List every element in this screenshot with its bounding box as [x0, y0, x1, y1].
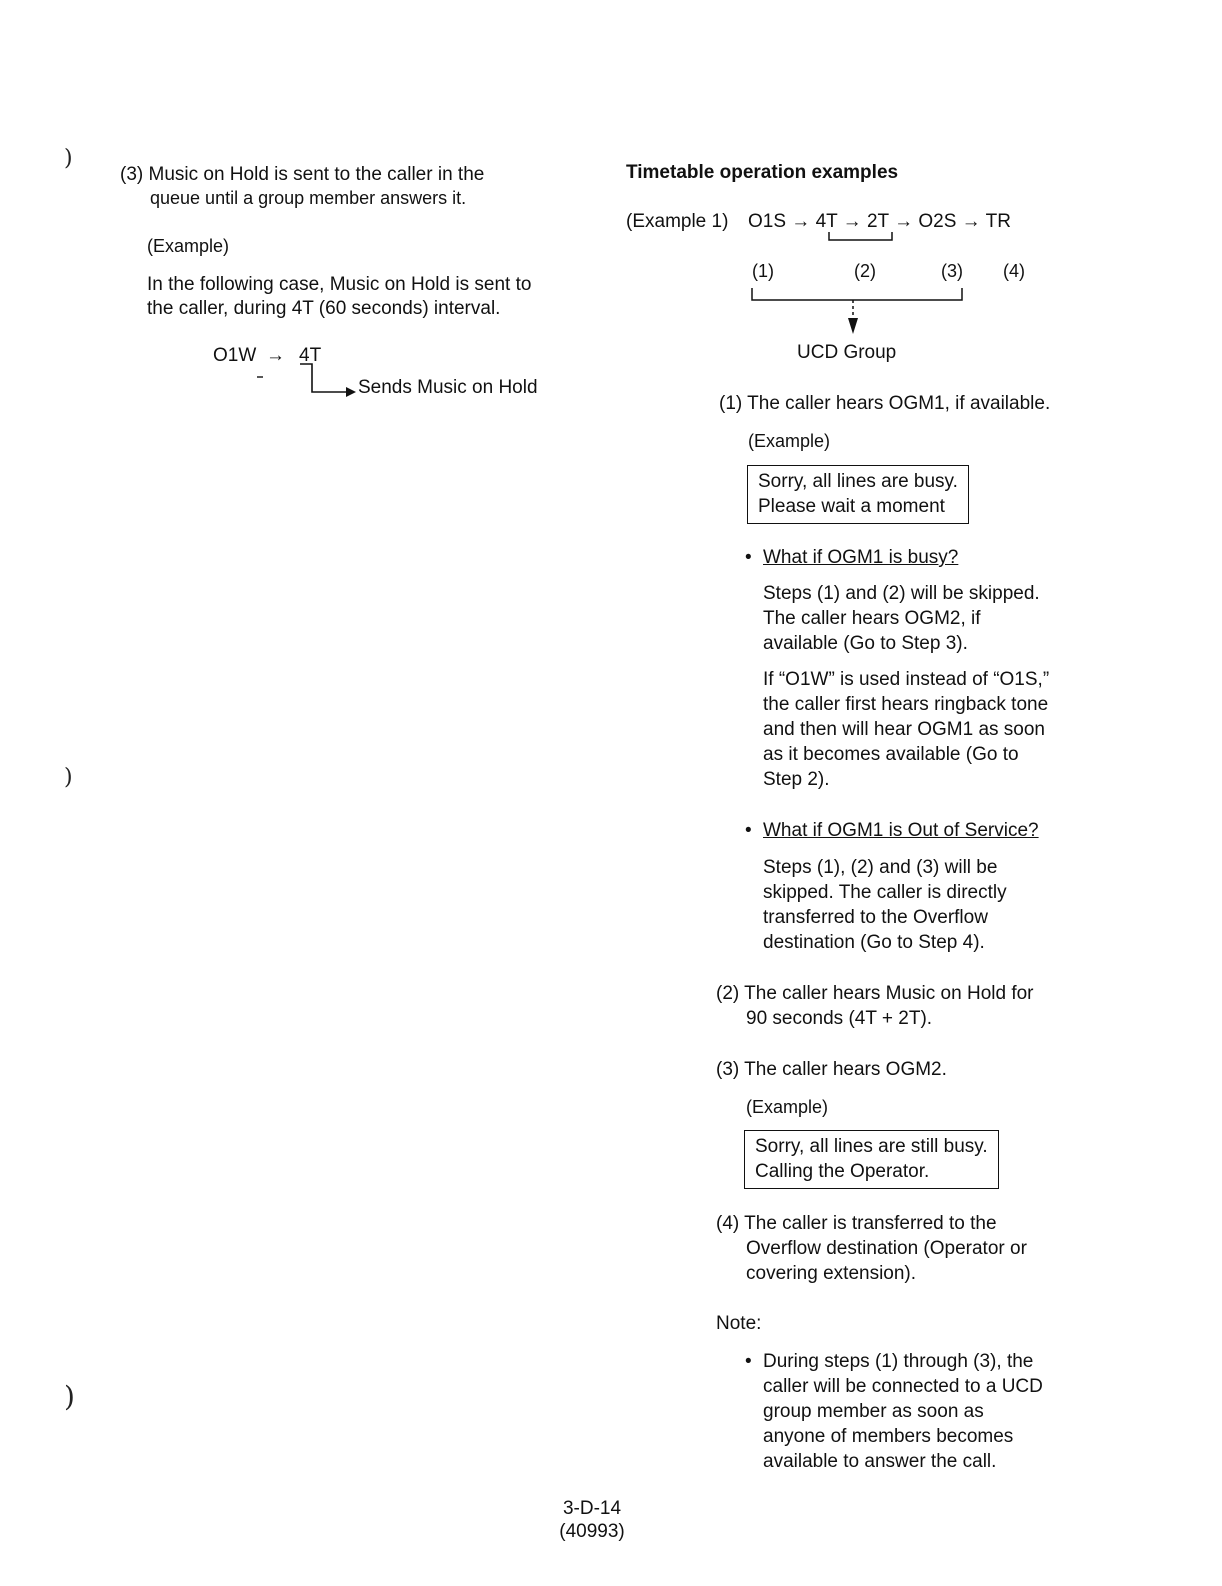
step2-line1: (2) The caller hears Music on Hold for [716, 983, 1034, 1004]
answer-line: Steps (1), (2) and (3) will be [763, 857, 998, 878]
note-line: During steps (1) through (3), the [763, 1351, 1034, 1372]
step-marker-4: (4) [1003, 261, 1025, 281]
step-marker-1: (1) [752, 261, 774, 281]
ogm2-message-line2: Calling the Operator. [755, 1161, 930, 1182]
answer-line: and then will hear OGM1 as soon [763, 719, 1045, 740]
example-label: (Example) [147, 236, 230, 256]
ogm2-message-box [744, 1130, 999, 1189]
answer-line: available (Go to Step 3). [763, 633, 968, 654]
document-code: (40993) [559, 1521, 625, 1542]
margin-mark: ) [64, 146, 73, 171]
diagram-arrow: → [266, 345, 285, 366]
example1-sequence: O1S → 4T → 2T → O2S → TR [748, 211, 1011, 232]
step2-line2: 90 seconds (4T + 2T). [746, 1008, 933, 1029]
answer-line: Steps (1) and (2) will be skipped. [763, 583, 1040, 604]
answer-line: the caller first hears ringback tone [763, 694, 1049, 715]
step1-text: (1) The caller hears OGM1, if available. [719, 393, 1051, 414]
note-line: anyone of members becomes [763, 1426, 1014, 1447]
diagram-note: Sends Music on Hold [358, 377, 538, 398]
step3-text: (3) The caller hears OGM2. [716, 1059, 947, 1080]
page-number: 3-D-14 [562, 1498, 622, 1519]
diagram-start: O1W [213, 345, 257, 366]
ogm2-message-line1: Sorry, all lines are still busy. [755, 1136, 988, 1157]
ucd-group-label: UCD Group [797, 342, 897, 363]
answer-line: Step 2). [763, 769, 830, 790]
ogm1-message-line1: Sorry, all lines are busy. [758, 471, 958, 492]
answer-line: If “O1W” is used instead of “O1S,” [763, 669, 1050, 690]
margin-mark: ) [64, 1380, 75, 1413]
case-line1: In the following case, Music on Hold is sent to [147, 274, 532, 295]
item3-line2: queue until a group member answers it. [150, 188, 467, 208]
bullet: • [745, 820, 752, 841]
item3-line1: (3) Music on Hold is sent to the caller in the [120, 164, 485, 185]
step-marker-2: (2) [854, 261, 876, 281]
step4-line3: covering extension). [746, 1263, 917, 1284]
step4-line2: Overflow destination (Operator or [746, 1238, 1027, 1259]
bullet: • [745, 547, 752, 568]
diagram-step: 4T [299, 345, 322, 366]
step1-example-label: (Example) [748, 431, 831, 451]
case-line2: the caller, during 4T (60 seconds) interval. [147, 298, 501, 319]
answer-line: destination (Go to Step 4). [763, 932, 985, 953]
note-line: group member as soon as [763, 1401, 984, 1422]
example1-label: (Example 1) [626, 211, 729, 232]
answer-line: as it becomes available (Go to [763, 744, 1019, 765]
answer-line: The caller hears OGM2, if [763, 608, 981, 629]
step4-line1: (4) The caller is transferred to the [716, 1213, 997, 1234]
ogm1-message-line2: Please wait a moment [758, 496, 945, 517]
section-heading: Timetable operation examples [626, 162, 899, 183]
question-ogm1-out-of-service: What if OGM1 is Out of Service? [763, 820, 1039, 841]
step3-example-label: (Example) [746, 1097, 829, 1117]
ogm1-message-box [747, 465, 969, 524]
note-line: caller will be connected to a UCD [763, 1376, 1043, 1397]
note-label: Note: [716, 1313, 762, 1334]
question-ogm1-busy: What if OGM1 is busy? [763, 547, 959, 568]
answer-line: transferred to the Overflow [763, 907, 988, 928]
note-line: available to answer the call. [763, 1451, 997, 1472]
step-marker-3: (3) [941, 261, 963, 281]
answer-line: skipped. The caller is directly [763, 882, 1007, 903]
margin-mark: ) [64, 765, 73, 790]
bullet: • [745, 1351, 752, 1372]
